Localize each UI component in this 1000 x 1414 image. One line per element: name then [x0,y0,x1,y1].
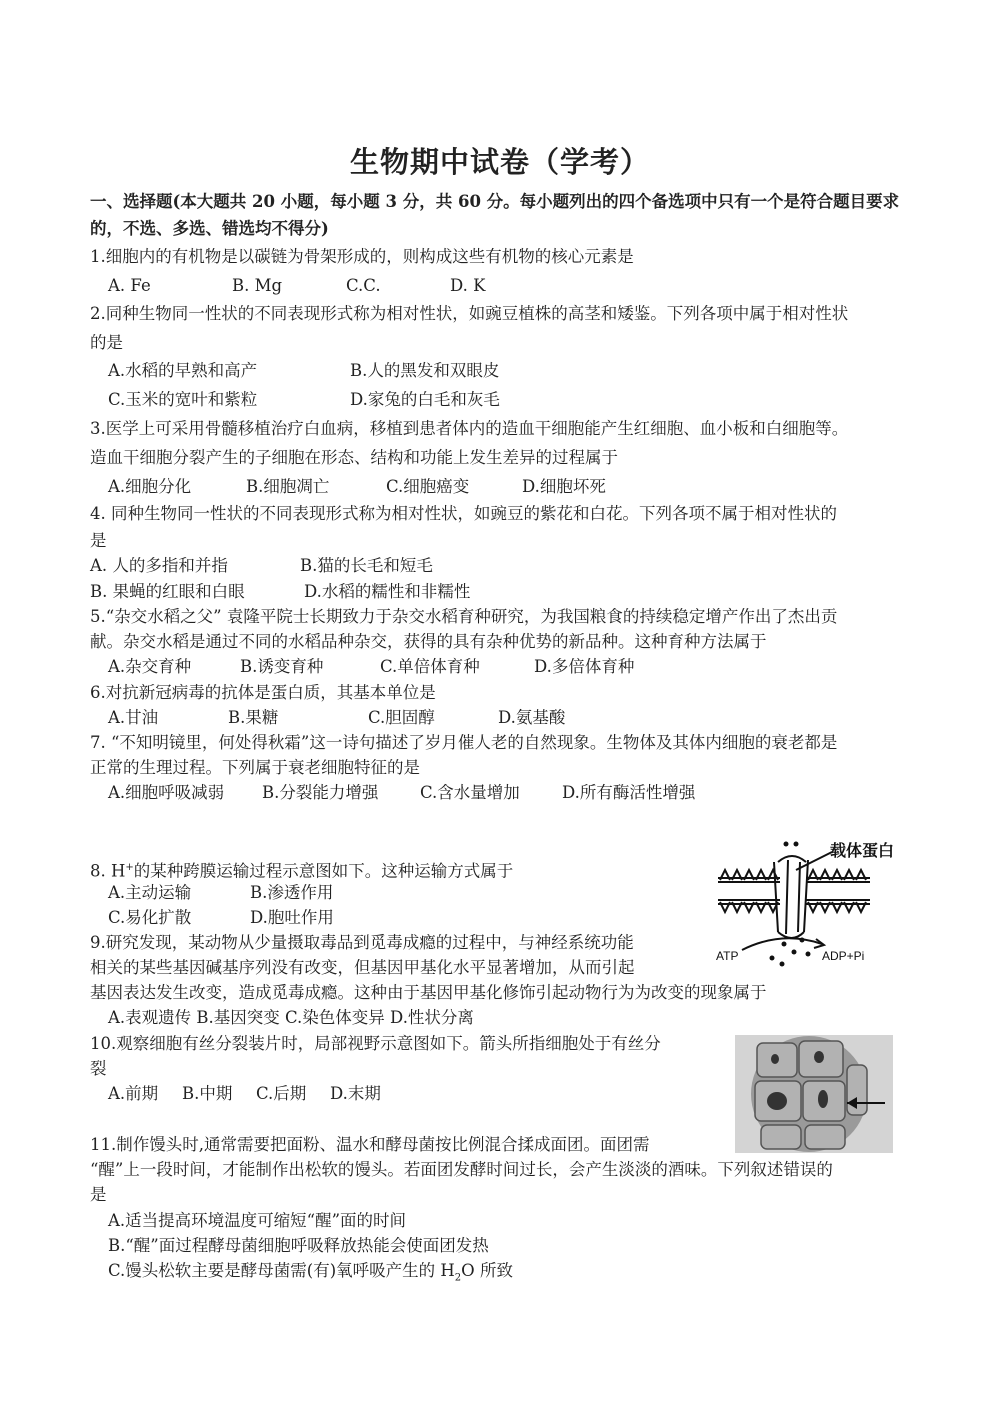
q8-stem-sup: + [125,862,134,873]
q4-option-c: B. 果蝇的红眼和白眼 [90,582,245,601]
q2-option-d: D.家兔的白毛和灰毛 [350,390,500,409]
q11-option-c [108,1260,513,1289]
question-2-stem-cont: 的是 [90,333,123,352]
question-3-stem: 3.医学上可采用骨髓移植治疗白血病，移植到患者体内的造血干细胞能产生红细胞、血小板和白细胞等。 [90,419,849,438]
question-5-stem: 5.“杂交水稻之父” 袁隆平院士长期致力于杂交水稻育种研究，为我国粮食的持续稳定增产作出了杰出贡 [90,607,838,626]
q7-option-d: D.所有酶活性增强 [562,783,696,802]
q1-option-c: C.C. [346,276,381,295]
carrier-protein-label: 载体蛋白 [830,843,895,860]
q4-option-a: A. 人的多指和并指 [90,556,228,575]
page-title: 生物期中试卷（学考） [349,145,650,179]
q7-option-a: A.细胞呼吸减弱 [108,783,225,802]
q3-option-d: D.细胞坏死 [522,477,606,496]
question-8-stem [90,857,513,883]
question-3-stem-cont: 造血干细胞分裂产生的子细胞在形态、结构和功能上发生差异的过程属于 [90,448,618,467]
q4-option-b: B.猫的长毛和短毛 [300,556,433,575]
q11-option-c-pre: C.馒头松软主要是酵母菌需(有)氧呼吸产生的 H [108,1261,455,1280]
q10-option-c: C.后期 [256,1084,307,1103]
q6-option-a: A.甘油 [108,708,159,727]
q6-option-c: C.胆固醇 [368,708,435,727]
q10-option-a: A.前期 [108,1084,159,1103]
target-cell-chromosomes [818,1090,828,1108]
q5-option-a: A.杂交育种 [108,657,192,676]
q3-option-a: A.细胞分化 [108,477,192,496]
question-4-stem-cont: 是 [90,531,107,550]
q5-option-c: C.单倍体育种 [380,657,480,676]
question-11-stem-cont2: 是 [90,1185,107,1204]
question-2-stem: 2.同种生物同一性状的不同表现形式称为相对性状，如豌豆植株的高茎和矮鉴。下列各项中属于相对性状 [90,304,849,323]
q2-option-b: B.人的黑发和双眼皮 [350,361,500,380]
q5-option-b: B.诱变育种 [240,657,324,676]
dividing-nucleus [767,1092,787,1110]
question-1-stem: 1.细胞内的有机物是以碳链为骨架形成的，则构成这些有机物的核心元素是 [90,247,634,266]
section-heading: 一、选择题(本大题共 20 小题，每小题 3 分，共 60 分。每小题列出的四个备选项中只有一个是符合题目要求的，不选、多选、错选均不得分) [90,192,900,238]
q3-option-b: B.细胞凋亡 [246,477,330,496]
question-11-stem-cont1: “醒”上一段时间，才能制作出松软的馒头。若面团发酵时间过长，会产生淡淡的酒味。下列叙述错误的 [90,1160,833,1179]
q8-option-a: A.主动运输 [108,883,192,902]
q8-stem-pre: 8. H [90,861,126,881]
q11-option-a: A.适当提高环境温度可缩短“醒”面的时间 [108,1211,407,1230]
q8-stem-post: 的某种跨膜运输过程示意图如下。这种运输方式属于 [133,861,514,881]
q7-option-b: B.分裂能力增强 [262,783,379,802]
question-9-stem-cont1: 相关的某些基因碱基序列没有改变，但基因甲基化水平显著增加，从而引起 [90,958,635,977]
q5-option-d: D.多倍体育种 [534,657,635,676]
carrier-protein [774,856,808,938]
question-11-stem: 11.制作馒头时,通常需要把面粉、温水和酵母菌按比例混合揉成面团。面团需 [90,1135,650,1154]
q10-option-d: D.末期 [330,1084,381,1103]
q11-option-c-sub: 2 [454,1272,462,1284]
q9-options: A.表观遗传 B.基因突变 C.染色体变异 D.性状分离 [108,1008,474,1027]
question-7-stem-cont: 正常的生理过程。下列属于衰老细胞特征的是 [90,758,420,777]
q3-option-c: C.细胞癌变 [386,477,470,496]
question-9-stem: 9.研究发现，某动物从少量摄取毒品到觅毒成瘾的过程中，与神经系统功能 [90,933,634,952]
lipid-bilayer-right [806,870,870,912]
atp-label: ATP [716,949,739,963]
lipid-bilayer-left [718,870,780,912]
question-4-stem: 4. 同种生物同一性状的不同表现形式称为相对性状，如豌豆的紫花和白花。下列各项不属于相对性状的 [90,504,837,523]
q1-option-a: A. Fe [108,276,151,295]
q1-option-d: D. K [450,276,486,295]
question-6-stem: 6.对抗新冠病毒的抗体是蛋白质，其基本单位是 [90,683,436,702]
q8-option-b: B.渗透作用 [250,883,334,902]
question-9-stem-cont2: 基因表达发生改变，造成觅毒成瘾。这种由于基因甲基化修饰引起动物行为为改变的现象属于 [90,983,767,1002]
q8-option-c: C.易化扩散 [108,908,192,927]
question-10-stem: 10.观察细胞有丝分裂装片时，局部视野示意图如下。箭头所指细胞处于有丝分 [90,1034,661,1053]
q2-option-a: A.水稻的早熟和高产 [108,361,258,380]
q6-option-d: D.氨基酸 [498,708,566,727]
q6-option-b: B.果糖 [228,708,279,727]
carrier-label-pointer [796,852,832,870]
q8-option-d: D.胞吐作用 [250,908,334,927]
q2-option-c: C.玉米的宽叶和紫粒 [108,390,258,409]
q11-option-c-post: O 所致 [461,1261,513,1280]
question-10-stem-cont: 裂 [90,1059,107,1078]
q1-option-b: B. Mg [232,276,283,295]
adp-label: ADP+Pi [822,949,865,963]
q10-option-b: B.中期 [182,1084,233,1103]
membrane-transport-diagram [712,832,912,972]
q11-option-b: B.“醒”面过程酵母菌细胞呼吸释放热能会使面团发热 [108,1236,489,1255]
question-7-stem: 7. “不知明镜里，何处得秋霜”这一诗句描述了岁月催人老的自然现象。生物体及其体内细胞的衰老都是 [90,733,838,752]
question-5-stem-cont: 献。杂交水稻是通过不同的水稻品种杂交，获得的具有杂种优势的新品种。这种育种方法属于 [90,632,767,651]
q7-option-c: C.含水量增加 [420,783,520,802]
mitosis-micrograph [735,1035,893,1153]
q4-option-d: D.水稻的糯性和非糯性 [304,582,471,601]
